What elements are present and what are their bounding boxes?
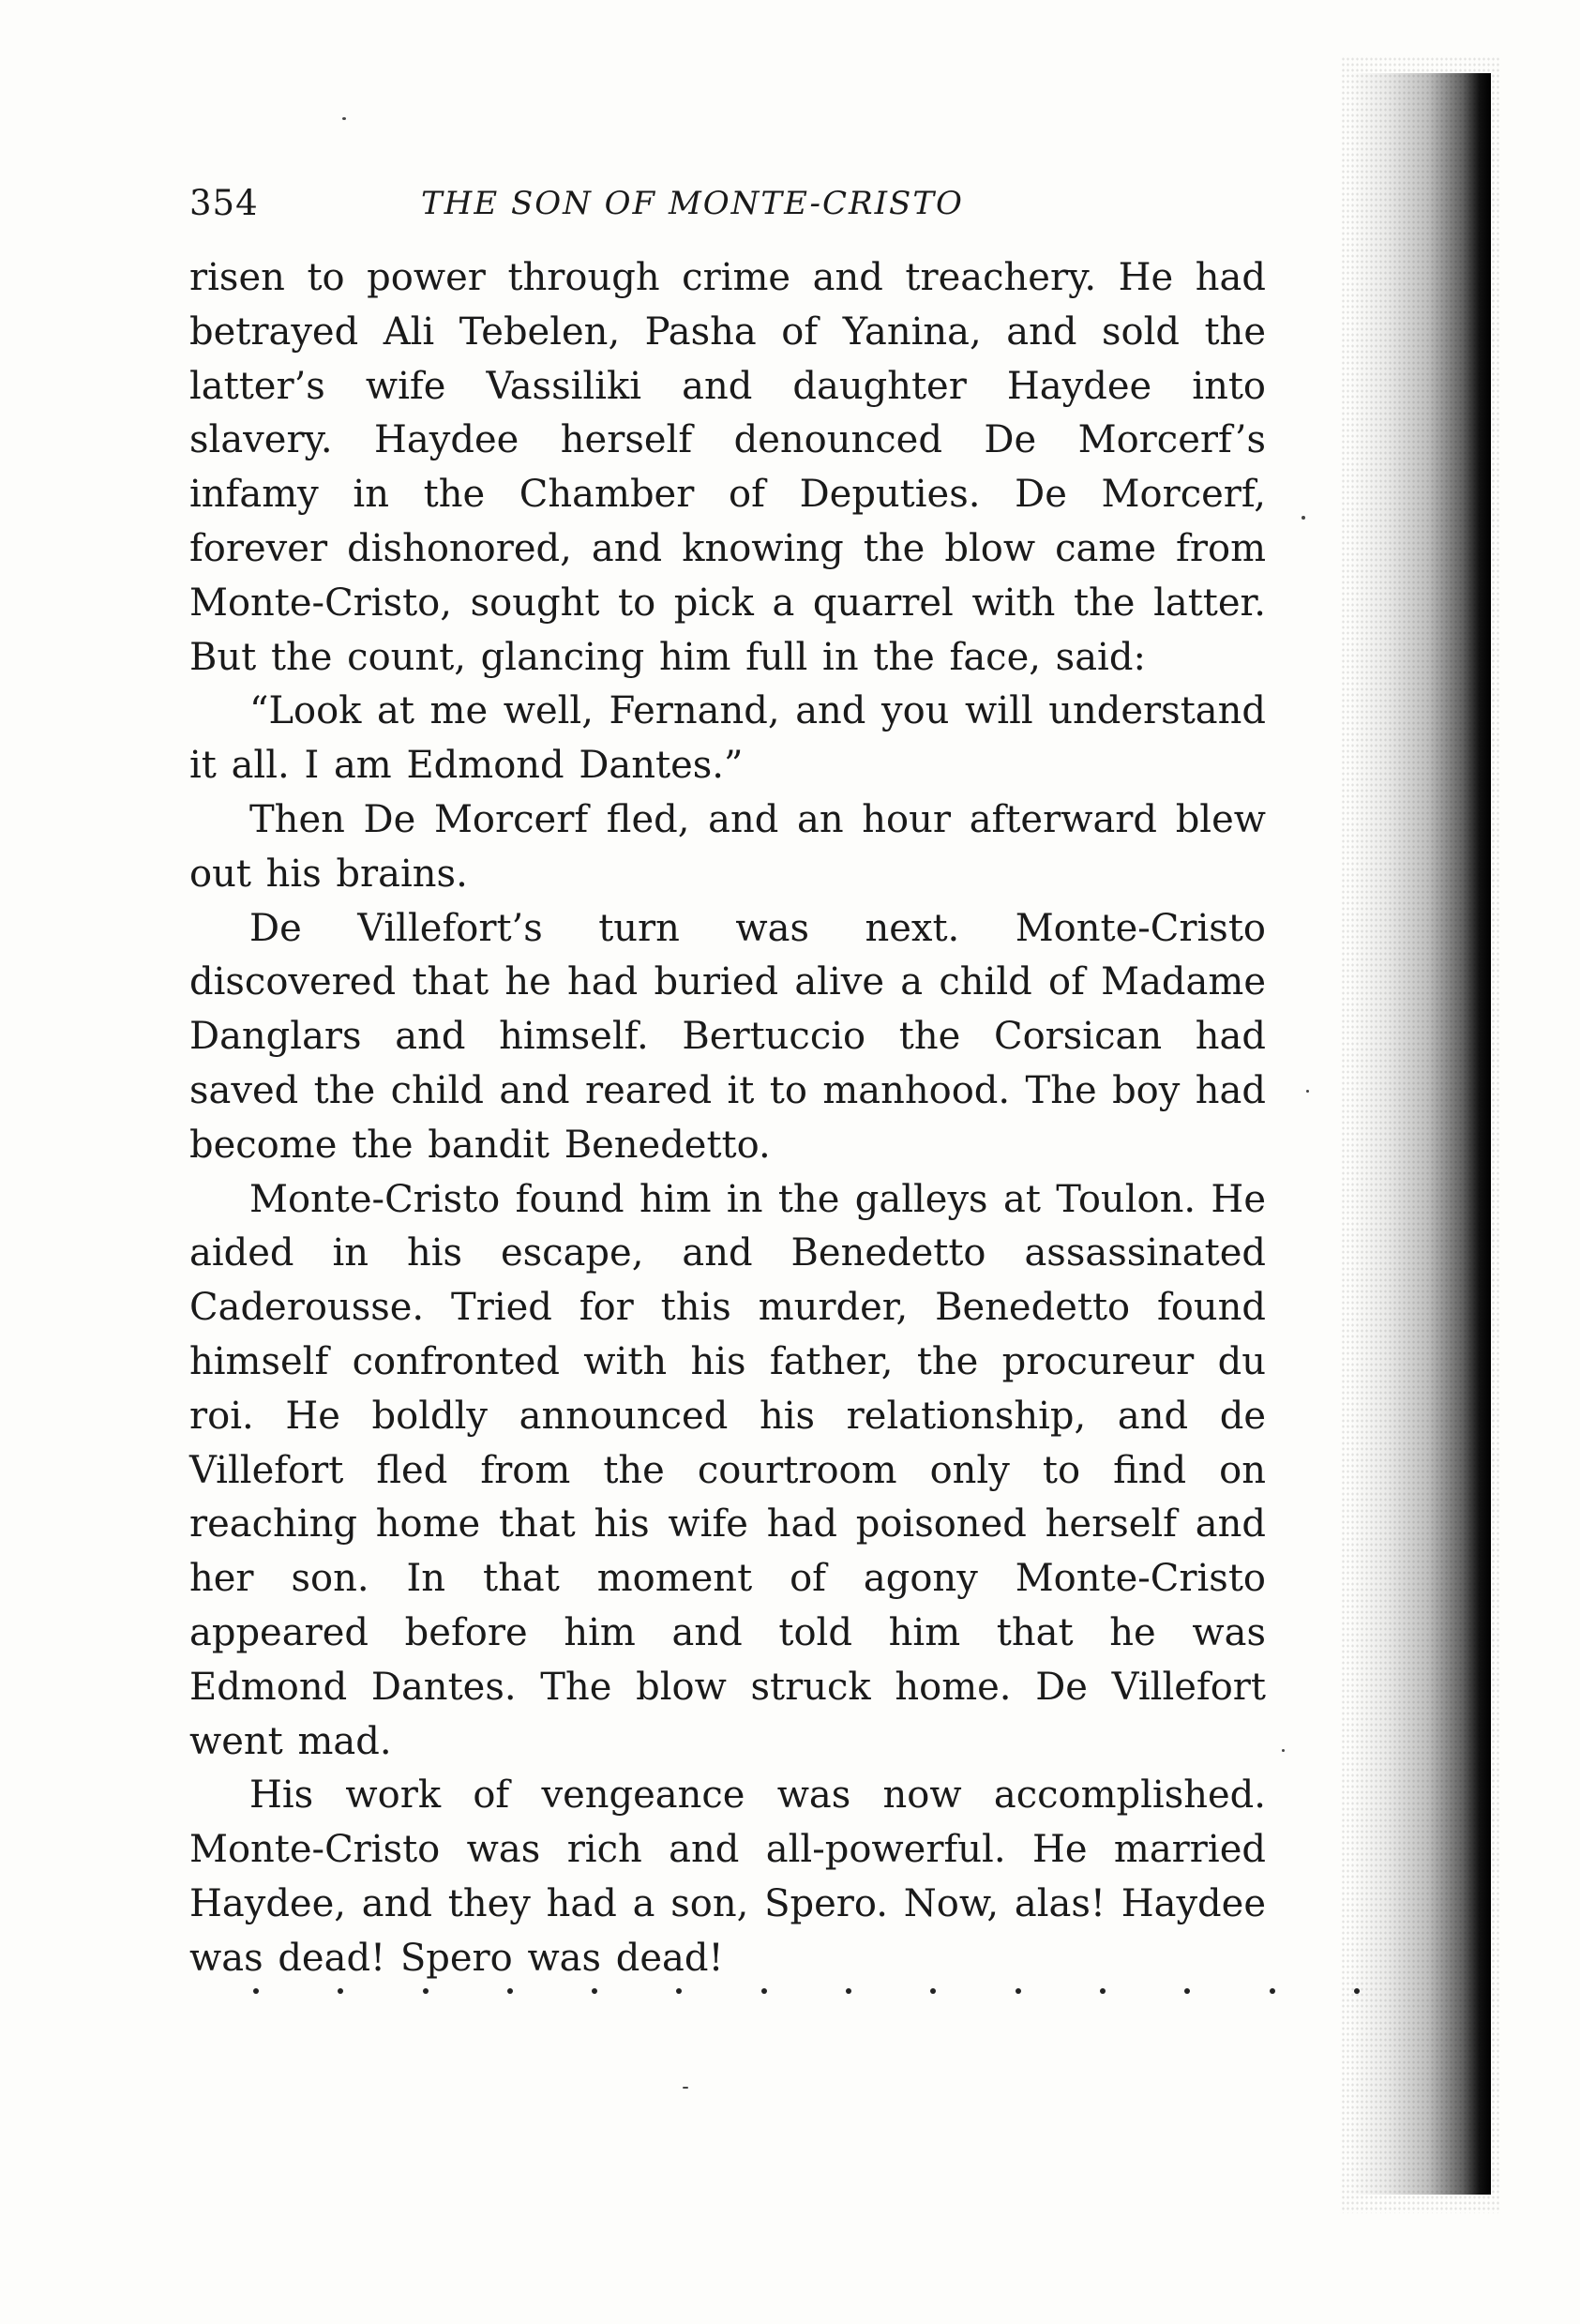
ornament-dot	[1100, 1988, 1106, 1994]
paragraph: risen to power through crime and treachery. He had betrayed Ali Tebelen, Pasha of Yanina, and sold the latter’s wife Vassiliki and daughter Haydee into slavery. Haydee herself denounced De Morcerf’s infamy in the Chamber of Deputies. De Morcerf, forever dishonored, and knowing the blow came from Monte-Cristo, sought to pick a quarrel with the latter. But the count, glancing him full in the face, said:	[189, 256, 1266, 679]
scan-speck	[1306, 1090, 1309, 1093]
ornament-dot	[1270, 1988, 1275, 1994]
scan-speck	[1282, 1749, 1285, 1752]
scan-noise	[1341, 56, 1500, 2213]
section-break-dots	[253, 1977, 1360, 2005]
ornament-dot	[338, 1988, 343, 1994]
paragraph: “Look at me well, Fernand, and you will understand it all. I am Edmond Dantes.”	[189, 689, 1266, 788]
paragraph: His work of vengeance was now accomplished. Monte-Cristo was rich and all-powerful. He married Haydee, and they had a son, Spero. Now, alas! Haydee was dead! Spero was dead!	[189, 1773, 1266, 1980]
ornament-dot	[846, 1988, 851, 1994]
ornament-dot	[1016, 1988, 1021, 1994]
page-number: 354	[189, 183, 259, 223]
ornament-dot	[761, 1988, 767, 1994]
scan-speck	[683, 2087, 688, 2089]
ornament-dot	[423, 1988, 429, 1994]
running-title: THE SON OF MONTE-CRISTO	[421, 185, 964, 222]
paragraph: De Villefort’s turn was next. Monte-Cristo discovered that he had buried alive a child of Madame Danglars and himself. Bertuccio the Corsican had saved the child and reared it to manhood. The boy had become the bandit Benedetto.	[189, 906, 1266, 1167]
paragraph: Monte-Cristo found him in the galleys at Toulon. He aided in his escape, and Benedetto assassinated Caderousse. Tried for this murder, Benedetto found himself confronted with his father, the procureur du roi. He boldly announced his relationship, and de Villefort fled from the courtroom only to find on reaching home that his wife had poisoned herself and her son. In that moment of agony Monte-Cristo appeared before him and told him that he was Edmond Dantes. The blow struck home. De Villefort went mad.	[189, 1177, 1266, 1763]
ornament-dot	[1354, 1988, 1360, 1994]
scan-speck	[342, 117, 346, 120]
ornament-dot	[1184, 1988, 1190, 1994]
ornament-dot	[930, 1988, 936, 1994]
ornament-dot	[507, 1988, 513, 1994]
ornament-dot	[676, 1988, 682, 1994]
body-text	[189, 251, 1266, 1986]
scan-speck	[1302, 516, 1305, 520]
ornament-dot	[253, 1988, 259, 1994]
ornament-dot	[592, 1988, 597, 1994]
running-head	[189, 183, 1268, 239]
paragraph: Then De Morcerf fled, and an hour afterward blew out his brains.	[189, 797, 1266, 896]
